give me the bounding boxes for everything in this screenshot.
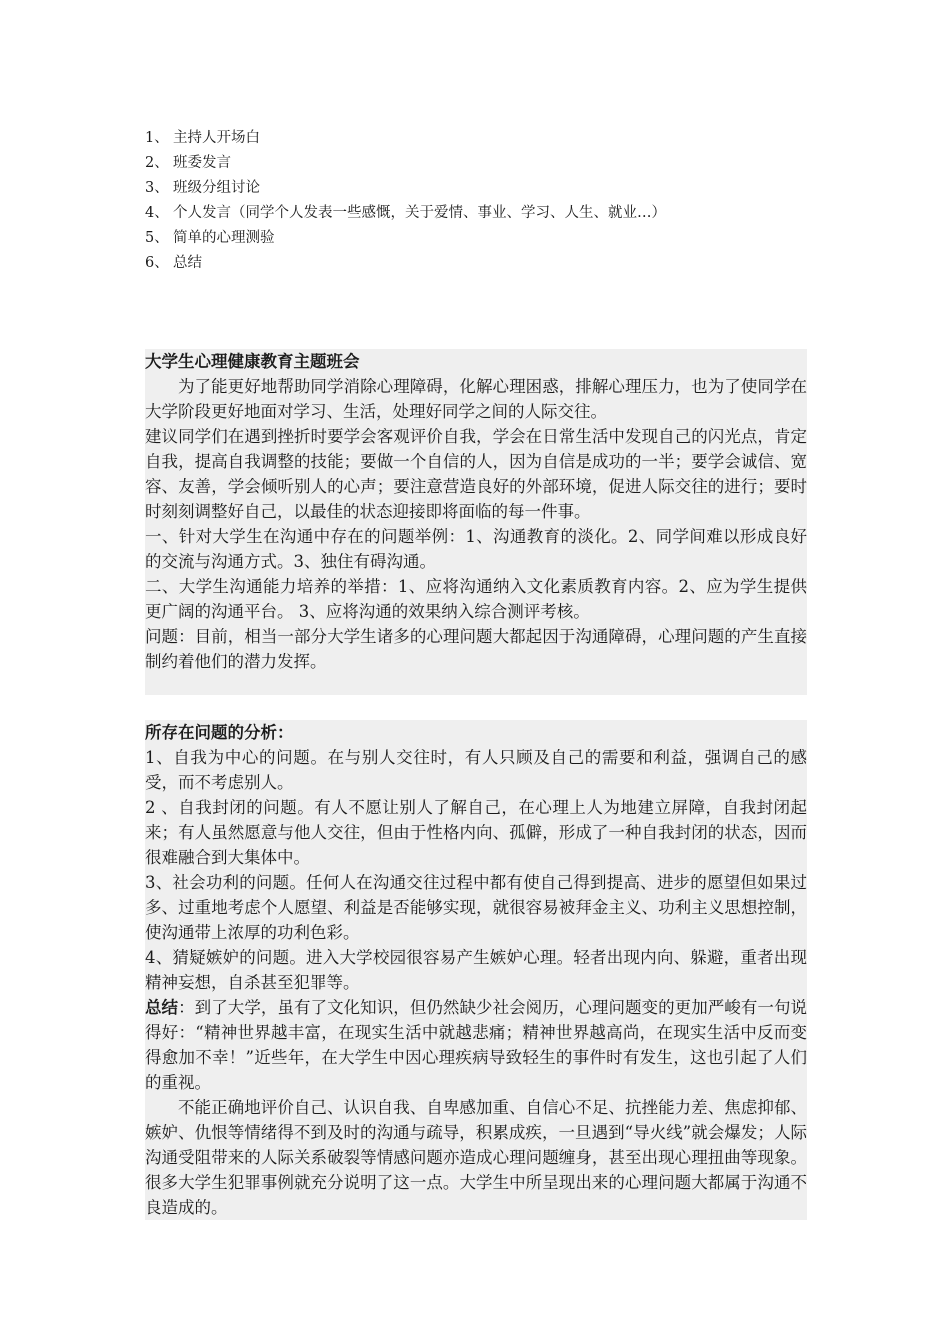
analysis-item: 3、社会功利的问题。任何人在沟通交往过程中都有使自己得到提高、进步的愿望但如果过多、过重地考虑个人愿望、利益是否能够实现，就很容易被拜金主义、功利主义思想控制，使沟通带上浓厚的功利色彩。 xyxy=(145,873,807,942)
problem-examples-paragraph: 一、针对大学生在沟通中存在的问题举例：1、沟通教育的淡化。2、同学间难以形成良好的交流与沟通方式。3、独住有碍沟通。 xyxy=(145,527,807,571)
summary-text: ：到了大学，虽有了文化知识，但仍然缺少社会阅历，心理问题变的更加严峻有一句说得好：“精神世界越丰富，在现实生活中就越悲痛；精神世界越高尚，在现实生活中反而变得愈加不幸！”近些年，在大学生中因心理疾病导致轻生的事件时有发生，这也引起了人们的重视。 xyxy=(145,998,808,1092)
intro-paragraph: 为了能更好地帮助同学消除心理障碍，化解心理困惑，排解心理压力，也为了使同学在大学阶段更好地面对学习、生活，处理好同学之间的人际交往。 xyxy=(145,377,807,421)
section-class-meeting xyxy=(145,349,807,695)
agenda-item xyxy=(145,126,845,151)
final-paragraph: 不能正确地评价自己、认识自我、自卑感加重、自信心不足、抗挫能力差、焦虑抑郁、嫉妒、仇恨等情绪得不到及时的沟通与疏导，积累成疾，一旦遇到“导火线”就会爆发；人际沟通受阻带来的人际关系破裂等情感问题亦造成心理问题缠身，甚至出现心理扭曲等现象。很多大学生犯罪事例就充分说明了这一点。大学生中所呈现出来的心理问题大都属于沟通不良造成的。 xyxy=(145,1098,807,1217)
agenda-item-number: 4、 xyxy=(145,205,169,221)
analysis-item: 2 、自我封闭的问题。有人不愿让别人了解自己，在心理上人为地建立屏障，自我封闭起来；有人虽然愿意与他人交往，但由于性格内向、孤僻，形成了一种自我封闭的状态，因而很难融合到大集体中。 xyxy=(145,798,807,867)
section-title: 所存在问题的分析： xyxy=(145,723,294,742)
measures-paragraph: 二、大学生沟通能力培养的举措：1、应将沟通纳入文化素质教育内容。2、应为学生提供更广阔的沟通平台。 3、应将沟通的效果纳入综合测评考核。 xyxy=(145,577,807,621)
agenda-item-number: 5、 xyxy=(145,230,169,246)
agenda-item xyxy=(145,201,845,226)
question-paragraph: 问题：目前，相当一部分大学生诸多的心理问题大都起因于沟通障碍，心理问题的产生直接制约着他们的潜力发挥。 xyxy=(145,627,807,671)
agenda-item-text: 个人发言（同学个人发表一些感慨，关于爱情、事业、学习、人生、就业…） xyxy=(173,205,666,221)
agenda-item-text: 班委发言 xyxy=(173,155,231,171)
agenda-item xyxy=(145,151,845,176)
analysis-item: 4、猜疑嫉妒的问题。进入大学校园很容易产生嫉妒心理。轻者出现内向、躲避，重者出现精神妄想，自杀甚至犯罪等。 xyxy=(145,948,807,992)
agenda-item-text: 主持人开场白 xyxy=(173,130,260,146)
agenda-item-number: 3、 xyxy=(145,180,169,196)
analysis-item: 1、自我为中心的问题。在与别人交往时，有人只顾及自己的需要和利益，强调自己的感受，而不考虑别人。 xyxy=(145,748,807,792)
agenda-item-number: 2、 xyxy=(145,155,169,171)
agenda-item xyxy=(145,251,845,276)
section-problem-analysis xyxy=(145,720,807,1220)
summary-paragraph xyxy=(145,995,807,1095)
agenda-item-text: 简单的心理测验 xyxy=(173,230,275,246)
agenda-item-text: 总结 xyxy=(173,255,202,271)
summary-label: 总结 xyxy=(145,998,179,1017)
section-title: 大学生心理健康教育主题班会 xyxy=(145,352,360,371)
agenda-item xyxy=(145,226,845,251)
advice-paragraph: 建议同学们在遇到挫折时要学会客观评价自我，学会在日常生活中发现自己的闪光点，肯定自我，提高自我调整的技能；要做一个自信的人，因为自信是成功的一半；要学会诚信、宽容、友善，学会倾听别人的心声；要注意营造良好的外部环境，促进人际交往的进行；要时时刻刻调整好自己，以最佳的状态迎接即将面临的每一件事。 xyxy=(145,427,807,521)
agenda-item-number: 1、 xyxy=(145,130,169,146)
agenda-item xyxy=(145,176,845,201)
agenda-item-text: 班级分组讨论 xyxy=(173,180,260,196)
agenda-item-number: 6、 xyxy=(145,255,169,271)
agenda-list xyxy=(145,126,845,276)
